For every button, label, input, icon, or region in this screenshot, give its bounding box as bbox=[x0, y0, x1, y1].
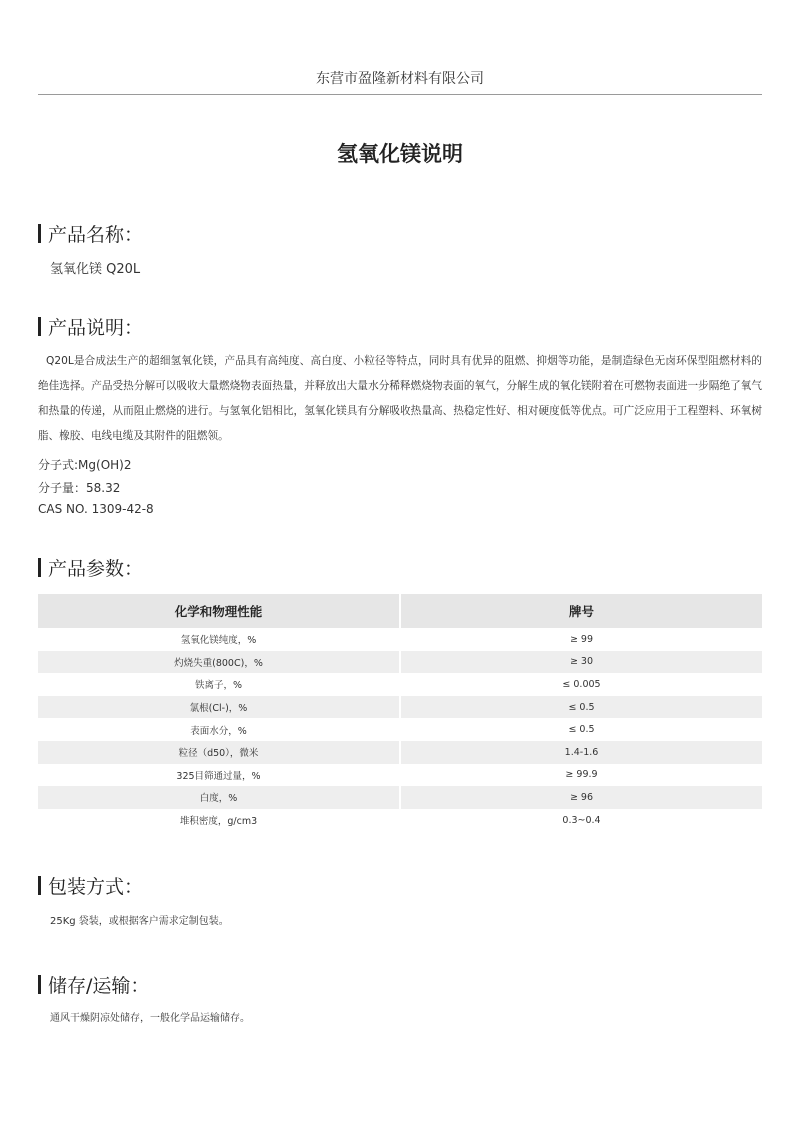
property-cell: 表面水分，% bbox=[38, 718, 400, 741]
property-cell: 白度，% bbox=[38, 786, 400, 809]
table-row bbox=[38, 718, 762, 741]
product-name-value: 氢氧化镁 Q20L bbox=[50, 262, 141, 277]
storage-text: 通风干燥阴凉处储存，一般化学品运输储存。 bbox=[50, 1013, 250, 1024]
table-row bbox=[38, 809, 762, 832]
value-cell: 1.4-1.6 bbox=[400, 741, 762, 764]
column-header-property: 化学和物理性能 bbox=[38, 594, 400, 628]
section-heading-label: 包装方式： bbox=[48, 875, 144, 898]
section-heading-description bbox=[38, 313, 143, 339]
value-cell: ≥ 30 bbox=[400, 651, 762, 674]
section-heading-label: 产品名称： bbox=[48, 223, 144, 246]
section-heading-packaging bbox=[38, 872, 143, 898]
heading-bar bbox=[38, 876, 41, 895]
property-cell: 堆积密度，g/cm3 bbox=[38, 809, 400, 832]
section-heading-product-name bbox=[38, 220, 143, 246]
section-heading-label: 产品说明： bbox=[48, 316, 144, 339]
company-header: 东营市盈隆新材料有限公司 bbox=[38, 68, 762, 95]
molecular-weight: 分子量：58.32 bbox=[38, 481, 121, 495]
section-heading-label: 产品参数： bbox=[48, 557, 144, 580]
property-cell: 氯根(Cl-)，% bbox=[38, 696, 400, 719]
column-header-grade: 牌号 bbox=[400, 594, 762, 628]
table-header-row bbox=[38, 594, 762, 628]
value-cell: ≤ 0.005 bbox=[400, 673, 762, 696]
packaging-text: 25Kg 袋装，或根据客户需求定制包装。 bbox=[50, 916, 229, 927]
table-row bbox=[38, 741, 762, 764]
product-description: Q20L是合成法生产的超细氢氧化镁，产品具有高纯度、高白度、小粒径等特点，同时具有优异的阻燃、抑烟等功能，是制造绿色无卤环保型阻燃材料的绝佳选择。产品受热分解可以吸收大量燃烧物表面热量，并释放出大量水分稀释燃烧物表面的氧气，分解生成的氧化镁附着在可燃物表面进一步隔绝了氧气和热量的传递，从而阻止燃烧的进行。与氢氧化铝相比，氢氧化镁具有分解吸收热量高、热稳定性好、相对硬度低等优点。可广泛应用于工程塑料、环氧树脂、橡胶、电线电缆及其附件的阻燃领。 bbox=[38, 355, 762, 442]
heading-bar bbox=[38, 224, 41, 243]
molecular-formula: 分子式:Mg(OH)2 bbox=[38, 458, 132, 472]
heading-bar bbox=[38, 975, 41, 994]
value-cell: 0.3~0.4 bbox=[400, 809, 762, 832]
table-row bbox=[38, 628, 762, 651]
table-row bbox=[38, 696, 762, 719]
table-row bbox=[38, 764, 762, 787]
section-heading-parameters bbox=[38, 554, 143, 580]
property-cell: 灼烧失重(800C)，% bbox=[38, 651, 400, 674]
value-cell: ≤ 0.5 bbox=[400, 718, 762, 741]
property-cell: 325目筛通过量，% bbox=[38, 764, 400, 787]
document-title: 氢氧化镁说明 bbox=[337, 142, 463, 166]
value-cell: ≥ 99 bbox=[400, 628, 762, 651]
table-row bbox=[38, 786, 762, 809]
property-cell: 粒径（d50），微米 bbox=[38, 741, 400, 764]
heading-bar bbox=[38, 558, 41, 577]
cas-number: CAS NO. 1309-42-8 bbox=[38, 502, 154, 516]
parameters-table bbox=[38, 594, 762, 831]
value-cell: ≥ 99.9 bbox=[400, 764, 762, 787]
heading-bar bbox=[38, 317, 41, 336]
property-cell: 铁离子，% bbox=[38, 673, 400, 696]
table-row bbox=[38, 673, 762, 696]
table-row bbox=[38, 651, 762, 674]
property-cell: 氢氧化镁纯度，% bbox=[38, 628, 400, 651]
section-heading-label: 储存/运输： bbox=[48, 974, 150, 997]
section-heading-storage bbox=[38, 971, 149, 997]
value-cell: ≤ 0.5 bbox=[400, 696, 762, 719]
value-cell: ≥ 96 bbox=[400, 786, 762, 809]
